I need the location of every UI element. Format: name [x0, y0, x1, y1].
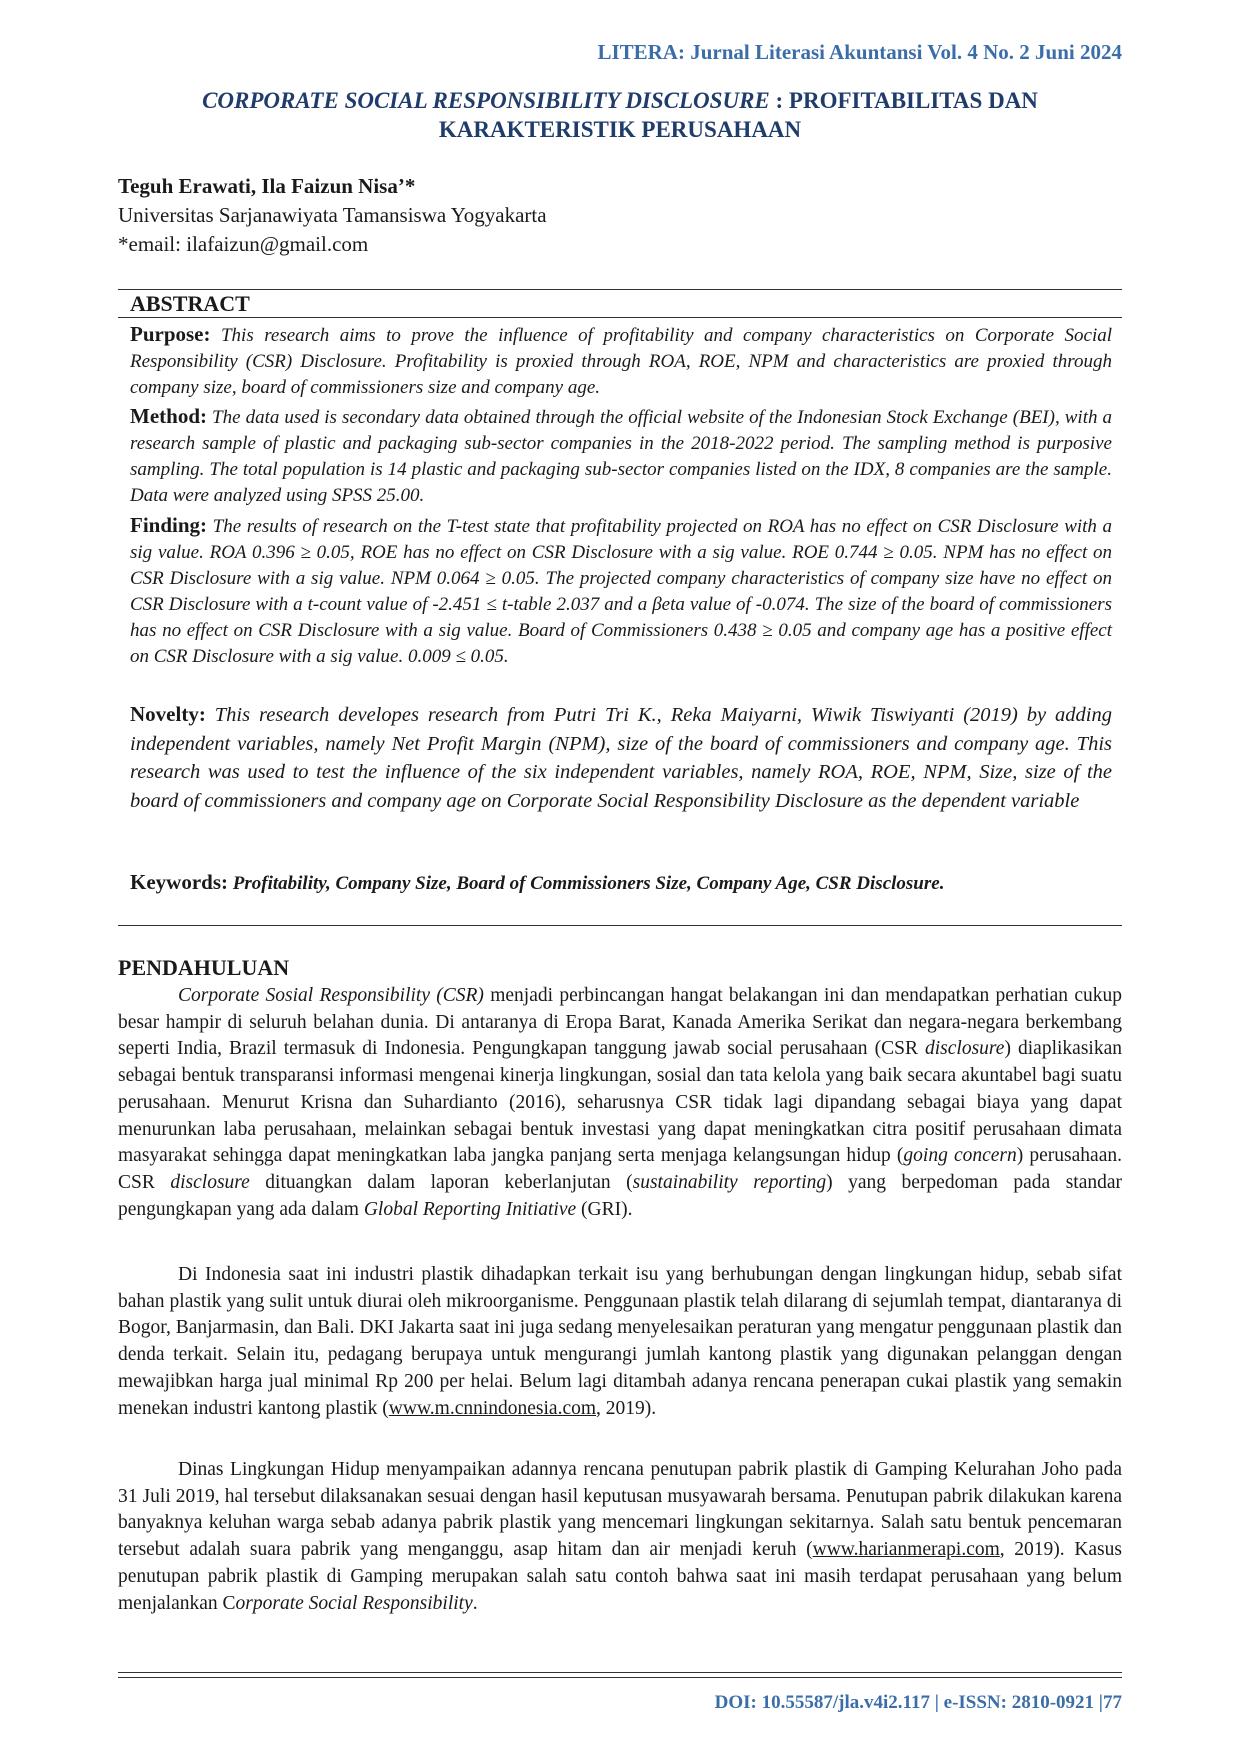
- finding-text: The results of research on the T-test state that profitability projected on ROA has no effect on CSR Disclosure with a sig value. ROA 0.396 ≥ 0.05, ROE has no effect on CSR Disclosure with a sig value. ROE 0.744 ≥ 0.05. NPM has no effect on CSR Disclosure with a sig value. NPM 0.064 ≥ 0.05. The projected company characteristics of company size have no effect on CSR Disclosure with a t-count value of -2.451 ≤ t-table 2.037 and a βeta value of -0.074. The size of the board of commissioners has no effect on CSR Disclosure with a sig value. Board of Commissioners 0.438 ≥ 0.05 and company age has a positive effect on CSR Disclosure with a sig value. 0.009 ≤ 0.05.: [130, 516, 1113, 667]
- paragraph-text: ) perusahaan. CSR: [118, 1145, 1122, 1193]
- finding-label: Finding:: [130, 513, 208, 537]
- authors: Teguh Erawati, Ila Faizun Nisa’*: [118, 174, 416, 198]
- paragraph-text: ) diaplikasikan sebagai bentuk transparansi informasi mengenai kinerja lingkungan, sosial dan tata kelola yang baik secara akuntabel bagi suatu perusahaan. Menurut Krisna dan Suhardianto (2016), seharusnya CSR tidak lagi dipandang sebagai biaya yang dapat menurunkan laba perusahaan, melainkan sebagai bentuk investasi yang dapat meningkatkan citra positif perusahaan dimata masyarakat sehingga dapat meningkatkan laba jangka panjang serta menjaga kelangsungan hidup (: [118, 1038, 1122, 1167]
- italic-term: Global Reporting Initiative: [363, 1198, 577, 1220]
- paragraph-text: ) yang berpedoman pada standar pengungkapan yang ada dalam: [118, 1171, 1123, 1220]
- novelty-label: Novelty:: [130, 702, 206, 726]
- abstract-novelty: [130, 700, 1112, 815]
- abstract-heading-rule: [118, 317, 1122, 318]
- italic-term: sustainability reporting: [632, 1171, 827, 1193]
- intro-paragraph-3: [118, 1457, 1122, 1617]
- link-text[interactable]: www.harianmerapi.com: [812, 1539, 1000, 1561]
- paragraph-text: menjadi perbincangan hangat belakangan ini dan mendapatkan perhatian cukup besar hampir di seluruh belahan dunia. Di antaranya di Eropa Barat, Kanada Amerika Serikat dan negara-negara berkembang seperti India, Brazil termasuk di Indonesia. Pengungkapan tanggung jawab social perusahaan (CSR: [118, 985, 1122, 1060]
- title-line2: KARAKTERISTIK PERUSAHAAN: [438, 117, 802, 142]
- email: *email: ilafaizun@gmail.com: [118, 232, 369, 256]
- section-heading-pendahuluan: PENDAHULUAN: [118, 955, 290, 980]
- journal-header: LITERA: Jurnal Literasi Akuntansi Vol. 4 No. 2 Juni 2024: [597, 40, 1122, 64]
- abstract-bottom-rule: [118, 925, 1122, 926]
- paragraph-text: dituangkan dalam laporan keberlanjutan (: [249, 1171, 633, 1193]
- purpose-label: Purpose:: [130, 322, 211, 346]
- intro-paragraph-2: [118, 1262, 1122, 1422]
- paragraph-text: , 2019).: [596, 1397, 657, 1419]
- paragraph-text: (GRI).: [576, 1198, 633, 1220]
- keywords-text: Profitability, Company Size, Board of Commissioners Size, Company Age, CSR Disclosure.: [232, 873, 945, 894]
- title-line1-rest: : PROFITABILITAS DAN: [769, 88, 1038, 113]
- purpose-text: This research aims to prove the influence of profitability and company characteristics on Corporate Social Responsibility (CSR) Disclosure. Profitability is proxied through ROA, ROE, NPM and characteristics are proxied through company size, board of commissioners size and company age.: [130, 325, 1113, 398]
- footer-doi: DOI: 10.55587/jla.v4i2.117 | e-ISSN: 2810-0921 |77: [714, 1692, 1122, 1713]
- abstract-method: [130, 403, 1112, 509]
- abstract-finding: [130, 512, 1112, 670]
- italic-term: disclosure: [925, 1038, 1005, 1060]
- italic-term: orporate Social Responsibility: [235, 1592, 473, 1614]
- keywords: [130, 870, 1112, 896]
- italic-term: Corporate Sosial Responsibility (CSR): [178, 985, 484, 1006]
- method-text: The data used is secondary data obtained through the official website of the Indonesian Stock Exchange (BEI), with a research sample of plastic and packaging sub-sector companies in the 2018-2022 period. The sampling method is purposive sampling. The total population is 14 plastic and packaging sub-sector companies listed on the IDX, 8 companies are the sample. Data were analyzed using SPSS 25.00.: [130, 407, 1113, 506]
- abstract-top-rule: [118, 289, 1122, 290]
- paper-title: [118, 86, 1122, 144]
- footer-rule-bottom: [118, 1677, 1122, 1678]
- novelty-text: This research developes research from Putri Tri K., Reka Maiyarni, Wiwik Tiswiyanti (2019) by adding independent variables, namely Net Profit Margin (NPM), size of the board of commissioners and company age. This research was used to test the influence of the six independent variables, namely ROA, ROE, NPM, Size, size of the board of commissioners and company age on Corporate Social Responsibility Disclosure as the dependent variable: [130, 704, 1112, 812]
- paragraph-text: .: [472, 1592, 478, 1614]
- italic-term: going concern: [903, 1145, 1017, 1167]
- italic-term: disclosure: [170, 1171, 250, 1193]
- paragraph-text: Dinas Lingkungan Hidup menyampaikan adannya rencana penutupan pabrik plastik di Gamping Kelurahan Joho pada 31 Juli 2019, hal tersebut dilaksanakan sesuai dengan hasil keputusan musyawarah bersama. Penutupan pabrik dilakukan karena banyaknya keluhan warga sebab adanya pabrik plastik yang mencemari lingkungan sekitarnya. Salah satu bentuk pencemaran tersebut adalah suara pabrik yang menganggu, asap hitam dan air menjadi keruh (: [118, 1459, 1122, 1561]
- paragraph-text: , 2019). Kasus penutupan pabrik plastik di Gamping merupakan salah satu contoh bahwa saat ini masih terdapat perusahaan yang belum menjalankan C: [118, 1539, 1122, 1614]
- abstract-heading: ABSTRACT: [130, 291, 250, 316]
- method-label: Method:: [130, 404, 207, 428]
- intro-paragraph-1: [118, 983, 1122, 1223]
- title-italic: CORPORATE SOCIAL RESPONSIBILITY DISCLOSURE: [202, 88, 770, 113]
- keywords-label: Keywords:: [130, 870, 228, 894]
- link-text[interactable]: www.m.cnnindonesia.com: [388, 1397, 597, 1419]
- paper-page: [118, 0, 1122, 1754]
- paragraph-text: Di Indonesia saat ini industri plastik dihadapkan terkait isu yang berhubungan dengan lingkungan hidup, sebab sifat bahan plastik yang sulit untuk diurai oleh mikroorganisme. Penggunaan plastik telah dilarang di sejumlah tempat, diantaranya di Bogor, Banjarmasin, dan Bali. DKI Jakarta saat ini juga sedang menyelesaikan peraturan yang mengatur penggunaan plastik dan denda terkait. Selain itu, pedagang berupaya untuk mengurangi jumlah kantong plastik yang digunakan pelanggan dengan mewajibkan harga jual minimal Rp 200 per helai. Belum lagi ditambah adanya rencana penerapan cukai plastik yang semakin menekan industri kantong plastik (: [118, 1264, 1122, 1419]
- affiliation: Universitas Sarjanawiyata Tamansiswa Yogyakarta: [118, 203, 547, 227]
- footer-rule-top: [118, 1672, 1122, 1673]
- abstract-purpose: [130, 321, 1112, 401]
